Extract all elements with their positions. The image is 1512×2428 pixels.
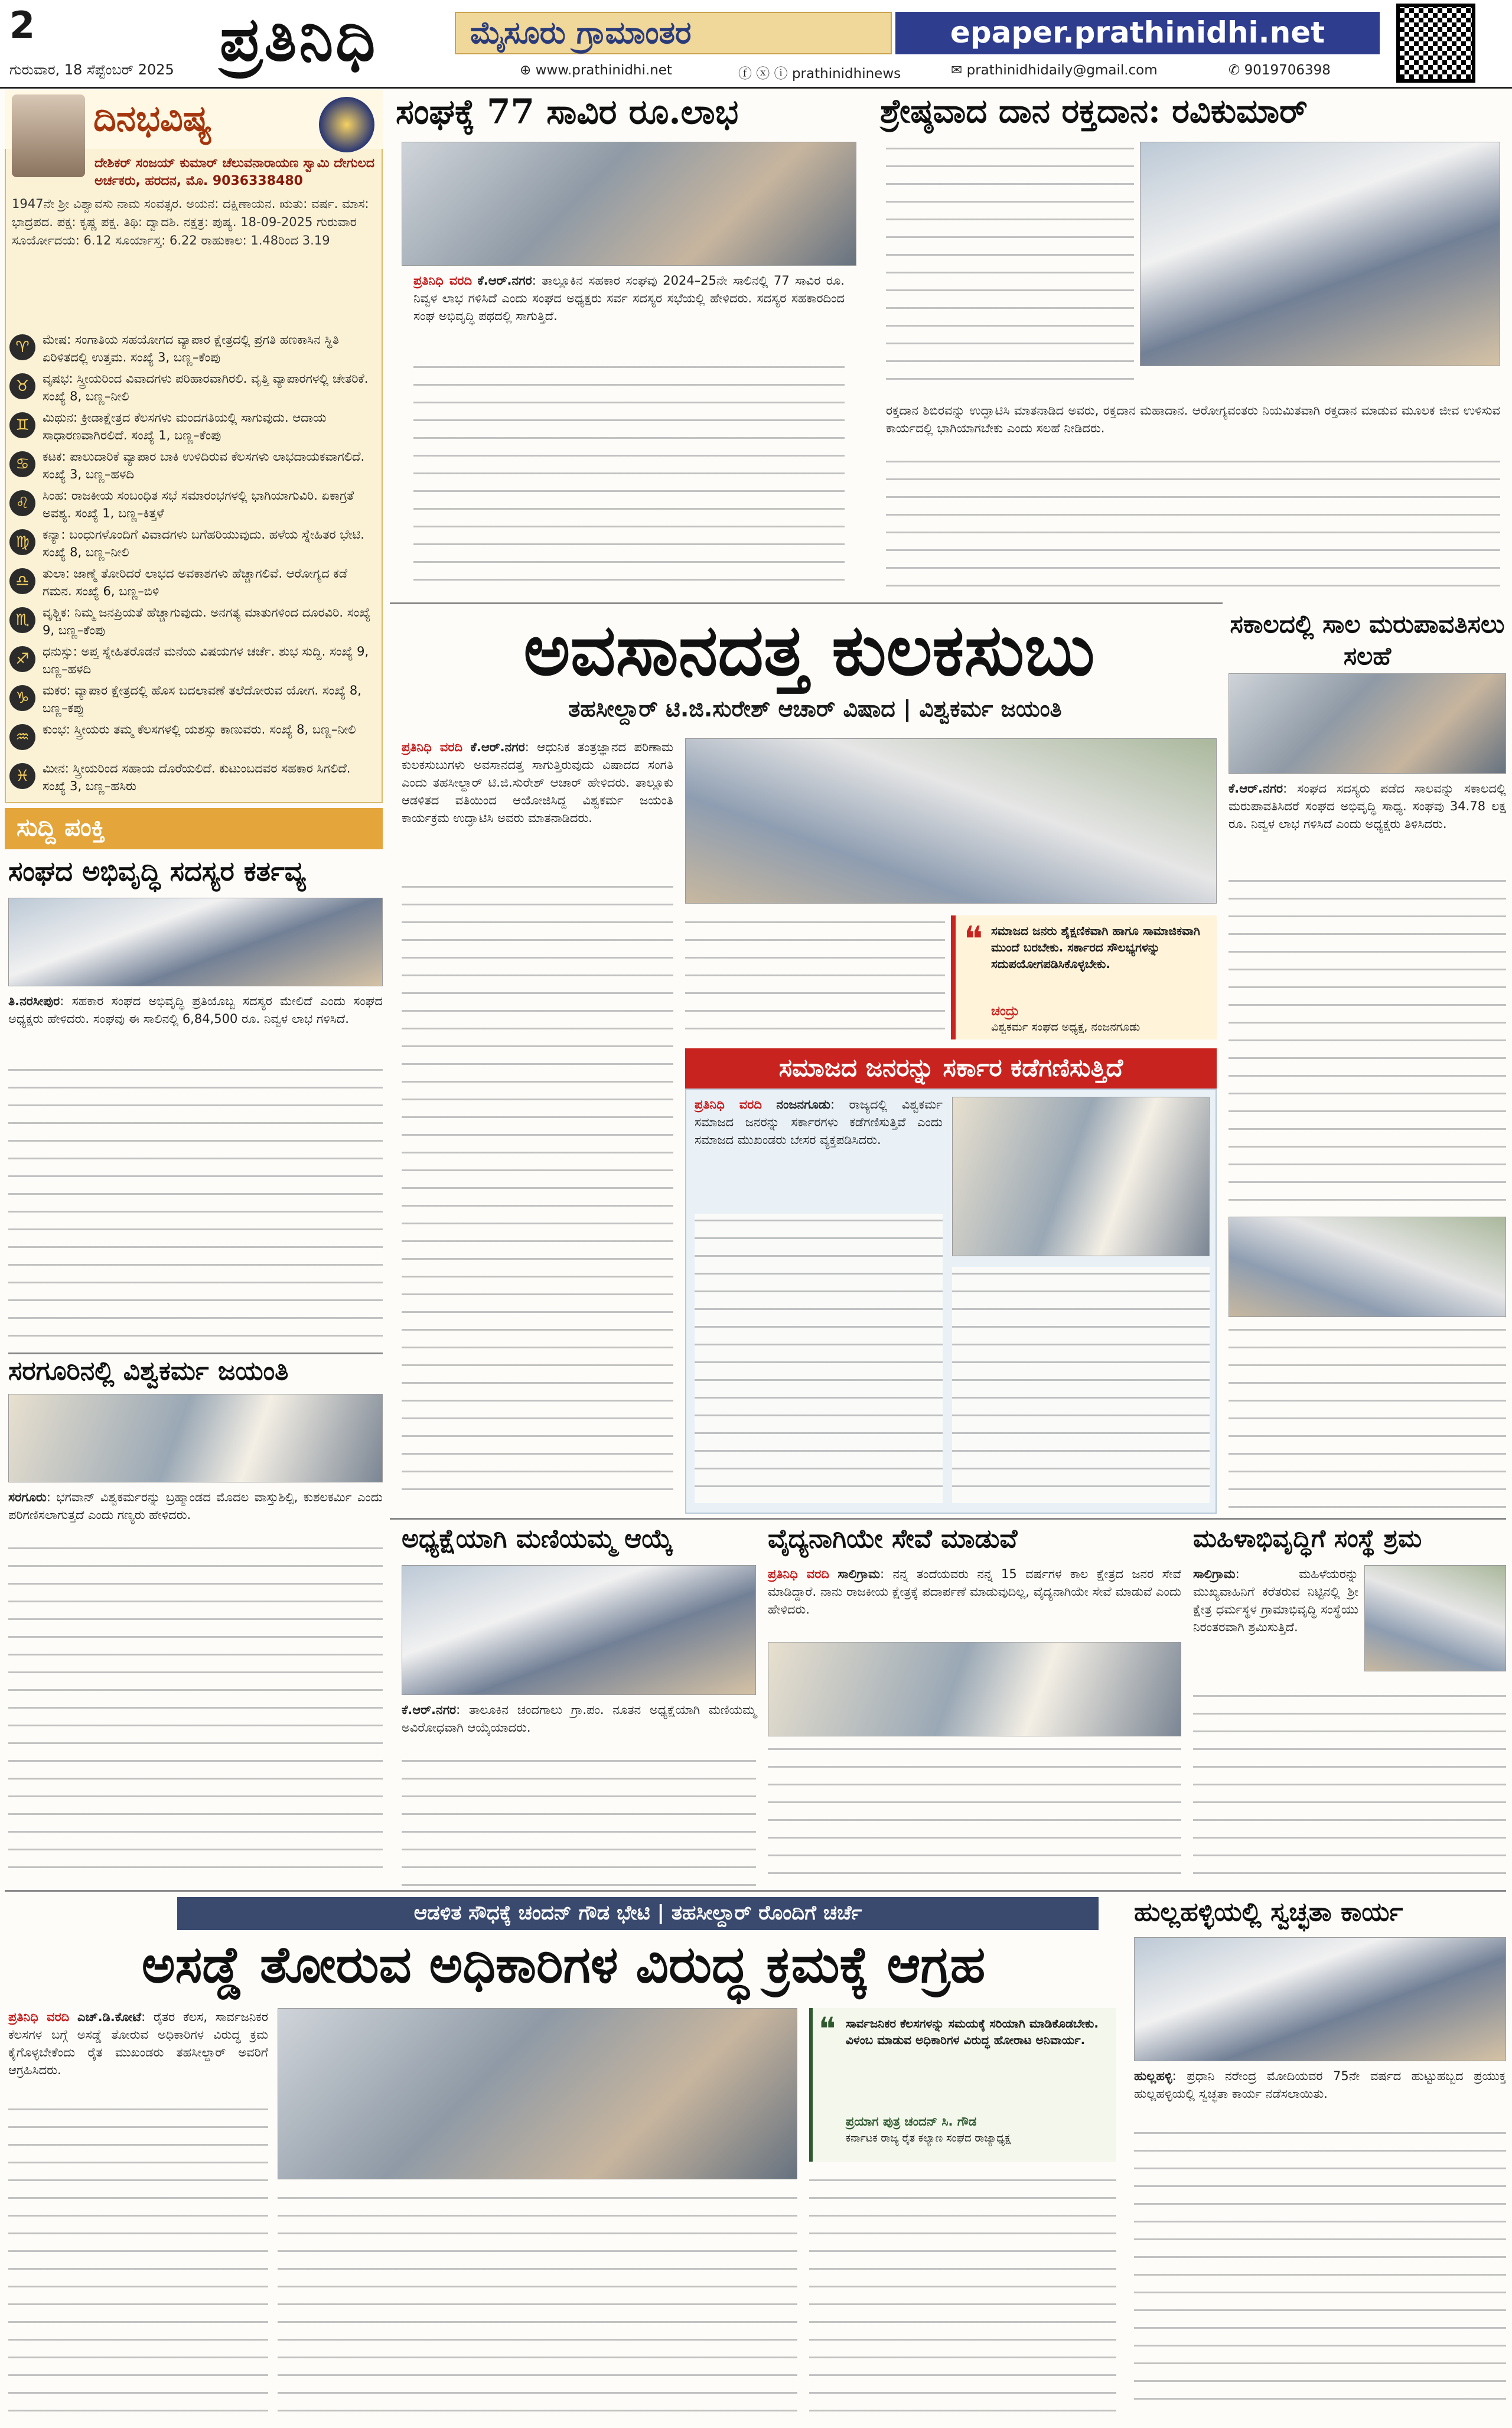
hullahalli-place: ಹುಲ್ಲಹಳ್ಳಿ bbox=[1134, 2069, 1172, 2083]
zodiac-sign-icon: ♏ bbox=[9, 607, 35, 633]
vaidya-headline[interactable]: ವೈದ್ಯನಾಗಿಯೇ ಸೇವೆ ಮಾಡುವೆ bbox=[768, 1524, 1018, 1554]
samajada-photo bbox=[952, 1097, 1210, 1256]
suddi-pankti-band bbox=[5, 808, 383, 849]
lead-quote-by: ಚಂದ್ರು bbox=[991, 1004, 1019, 1019]
lead-body: ಪ್ರತಿನಿಧಿ ವರದಿ ಕೆ.ಆರ್.ನಗರ: ಆಧುನಿಕ ತಂತ್ರಜ್ಞಾನದ ಪರಿಣಾಮ ಕುಲಕಸುಬುಗಳು ಅವಸಾನದತ್ತ ಸಾಗುತ್ತಿರುವುದು ವಿಷಾದದ ಸಂಗತಿ ಎಂದು ತಹಸೀಲ್ದಾರ್ ಟಿ.ಜಿ.ಸುರೇಶ್ ಆಚಾರ್ ಹೇಳಿದರು. ತಾಲ್ಲೂಕು ಆಡಳಿತದ ವತಿಯಿಂದ ಆಯೋಜಿಸಿದ್ದ ವಿಶ್ವಕರ್ಮ ಜಯಂತಿ ಕಾರ್ಯಕ್ರಮ ಉದ್ಘಾಟಿಸಿ ಅವರು ಮಾತನಾಡಿದರು. bbox=[402, 740, 673, 825]
manniyamma-photo bbox=[402, 1565, 756, 1695]
mahila-continuation bbox=[1193, 1689, 1506, 1890]
quote-mark-icon: ❝ bbox=[819, 2010, 836, 2048]
rashi-row bbox=[9, 448, 378, 487]
zodiac-sign-icon: ♒ bbox=[9, 724, 35, 750]
sala-maru-headline[interactable]: ಸಕಾಲದಲ್ಲಿ ಸಾಲ ಮರುಪಾವತಿಸಲು ಸಲಹೆ bbox=[1230, 610, 1505, 670]
zodiac-sign-icon: ♍ bbox=[9, 529, 35, 555]
mahila-place: ಸಾಲಿಗ್ರಾಮ bbox=[1193, 1567, 1236, 1581]
asaddhe-kicker-a: ಆಡಳಿತ ಸೌಧಕ್ಕೆ ಚಂದನ್ ಗೌಡ ಭೇಟಿ bbox=[413, 1901, 650, 1925]
social-text: prathinidhinews bbox=[791, 66, 901, 82]
sangha-77-body: ಪ್ರತಿನಿಧಿ ವರದಿ ಕೆ.ಆರ್.ನಗರ: ತಾಲ್ಲೂಕಿನ ಸಹಕಾರ ಸಂಘವು 2024–25ನೇ ಸಾಲಿನಲ್ಲಿ 77 ಸಾವಿರ ರೂ. ನಿವ್ವಳ ಲಾಭ ಗಳಿಸಿದೆ ಎಂದು ಸಂಘದ ಅಧ್ಯಕ್ಷರು ಸರ್ವ ಸದಸ್ಯರ ಸಭೆಯಲ್ಲಿ ಹೇಳಿದರು. ಸದಸ್ಯರ ಸಹಕಾರದಿಂದ ಸಂಘ ಅಭಿವೃದ್ಧಿ ಪಥದಲ್ಲಿ ಸಾಗುತ್ತಿದೆ. bbox=[413, 273, 845, 323]
email-text: prathinidhidaily@gmail.com bbox=[966, 63, 1158, 78]
rashi-prediction: ವೃಶ್ಚಿಕ: ನಿಮ್ಮ ಜನಪ್ರಿಯತೆ ಹೆಚ್ಚಾಗುವುದು. ಅನಗತ್ಯ ಮಾತುಗಳಿಂದ ದೂರವಿರಿ. ಸಂಖ್ಯೆ 9, ಬಣ್ಣ–ಕೆಂಪು bbox=[43, 605, 371, 637]
sala-maru-text: ಸಂಘದ ಸದಸ್ಯರು ಪಡೆದ ಸಾಲವನ್ನು ಸಕಾಲದಲ್ಲಿ ಮರುಪಾವತಿಸಿದರೆ ಸಂಘದ ಅಭಿವೃದ್ಧಿ ಸಾಧ್ಯ. ಸಂಘವು 34.78 ಲಕ್ಷ ರೂ. ನಿವ್ವಳ ಲಾಭ ಗಳಿಸಿದೆ ಎಂದು ಅಧ್ಯಕ್ಷರು ತಿಳಿಸಿದರು. bbox=[1228, 781, 1506, 831]
vaidya-continuation bbox=[768, 1742, 1181, 1890]
hullahalli-headline[interactable]: ಹುಲ್ಲಹಳ್ಳಿಯಲ್ಲಿ ಸ್ವಚ್ಛತಾ ಕಾರ್ಯ bbox=[1134, 1897, 1403, 1927]
sangha-77-continuation bbox=[413, 360, 845, 597]
asaddhe-column-b bbox=[278, 2191, 797, 2416]
lead-top-rule bbox=[390, 602, 1223, 604]
sangha-77-headline[interactable]: ಸಂಘಕ್ಕೆ 77 ಸಾವಿರ ರೂ.ಲಾಭ bbox=[396, 92, 739, 132]
sarguru-photo bbox=[8, 1394, 383, 1482]
vaidya-place: ಸಾಲಿಗ್ರಾಮ bbox=[838, 1567, 880, 1581]
zodiac-sign-icon: ♈ bbox=[9, 334, 35, 360]
asaddhe-quote-role: ಕರ್ನಾಟಕ ರಾಜ್ಯ ರೈತ ಕಲ್ಯಾಣ ಸಂಘದ ರಾಜ್ಯಾಧ್ಯಕ್ಷ bbox=[846, 2132, 1011, 2145]
sangha-77-text: ತಾಲ್ಲೂಕಿನ ಸಹಕಾರ ಸಂಘವು 2024–25ನೇ ಸಾಲಿನಲ್ಲಿ 77 ಸಾವಿರ ರೂ. ನಿವ್ವಳ ಲಾಭ ಗಳಿಸಿದೆ ಎಂದು ಸಂಘದ ಅಧ್ಯಕ್ಷರು ಸರ್ವ ಸದಸ್ಯರ ಸಭೆಯಲ್ಲಿ ಹೇಳಿದರು. ಸದಸ್ಯರ ಸಹಕಾರದಿಂದ ಸಂಘ ಅಭಿವೃದ್ಧಿ ಪಥದಲ್ಲಿ ಸಾಗುತ್ತಿದೆ. bbox=[413, 273, 845, 323]
bottom-row-rule bbox=[5, 1890, 1506, 1892]
abhivruddhi-photo bbox=[8, 898, 383, 986]
asaddhe-byline: ಪ್ರತಿನಿಧಿ ವರದಿ bbox=[8, 2010, 70, 2024]
rashi-row bbox=[9, 682, 378, 721]
zodiac-sign-icon: ♉ bbox=[9, 373, 35, 399]
lead-column-a bbox=[402, 880, 673, 1506]
page-number: 2 bbox=[9, 4, 35, 47]
asaddhe-headline[interactable]: ಅಸಡ್ಡೆ ತೋರುವ ಅಧಿಕಾರಿಗಳ ವಿರುದ್ಧ ಕ್ರಮಕ್ಕೆ ಆಗ್ರಹ bbox=[141, 1935, 986, 1994]
manniyamma-headline[interactable]: ಅಧ್ಯಕ್ಷೆಯಾಗಿ ಮಣಿಯಮ್ಮ ಆಯ್ಕೆ bbox=[402, 1524, 673, 1554]
hullahalli-continuation bbox=[1134, 2126, 1506, 2416]
raktadana-body: ರಕ್ತದಾನ ಶಿಬಿರವನ್ನು ಉದ್ಘಾಟಿಸಿ ಮಾತನಾಡಿದ ಅವರು, ರಕ್ತದಾನ ಮಹಾದಾನ. ಆರೋಗ್ಯವಂತರು ನಿಯಮಿತವಾಗಿ ರಕ್ತದಾನ ಮಾಡುವ ಮೂಲಕ ಜೀವ ಉಳಿಸುವ ಕಾರ್ಯದಲ್ಲಿ ಭಾಗಿಯಾಗಬೇಕು ಎಂದು ಸಲಹೆ ನೀಡಿದರು. bbox=[886, 403, 1500, 435]
manniyamma-continuation bbox=[402, 1754, 756, 1890]
zodiac-sign-icon: ♎ bbox=[9, 568, 35, 594]
rashi-row bbox=[9, 721, 378, 760]
asaddhe-quote-by: ಪ್ರಯಾಗ ಪುತ್ರ ಚಂದನ್ ಸಿ. ಗೌಡ bbox=[846, 2114, 977, 2129]
rashi-row bbox=[9, 409, 378, 448]
rashi-row bbox=[9, 487, 378, 526]
zodiac-sign-icon: ♌ bbox=[9, 490, 35, 516]
asaddhe-column-c bbox=[809, 2173, 1116, 2416]
mahila-photo bbox=[1364, 1565, 1506, 1671]
asaddhe-photo bbox=[278, 2008, 797, 2179]
rashi-row bbox=[9, 331, 378, 370]
sangha-77-place: ಕೆ.ಆರ್.ನಗರ bbox=[477, 273, 532, 288]
zodiac-sign-icon: ♑ bbox=[9, 685, 35, 711]
lead-byline: ಪ್ರತಿನಿಧಿ ವರದಿ bbox=[402, 740, 463, 754]
horoscope-title: ದಿನಭವಿಷ್ಯ bbox=[93, 98, 212, 139]
second-society-photo bbox=[1228, 1217, 1506, 1317]
sarguru-continuation bbox=[8, 1541, 383, 1878]
vaidya-text: ನನ್ನ ತಂದೆಯವರು ನನ್ನ 15 ವರ್ಷಗಳ ಕಾಲ ಕ್ಷೇತ್ರದ ಜನರ ಸೇವೆ ಮಾಡಿದ್ದಾರೆ. ನಾನು ರಾಜಕೀಯ ಕ್ಷೇತ್ರಕ್ಕೆ ಪದಾರ್ಪಣೆ ಮಾಡುವುದಿಲ್ಲ, ವೈದ್ಯನಾಗಿಯೇ ಸೇವೆ ಮಾಡುವೆ ಎಂದು ಹೇಳಿದರು. bbox=[768, 1567, 1181, 1617]
vaidya-byline: ಪ್ರತಿನಿಧಿ ವರದಿ bbox=[768, 1567, 829, 1581]
rashi-row bbox=[9, 526, 378, 565]
mahila-body: ಸಾಲಿಗ್ರಾಮ: ಮಹಿಳೆಯರನ್ನು ಮುಖ್ಯವಾಹಿನಿಗೆ ಕರೆತರುವ ನಿಟ್ಟಿನಲ್ಲಿ ಶ್ರೀ ಕ್ಷೇತ್ರ ಧರ್ಮಸ್ಥಳ ಗ್ರಾಮಾಭಿವೃದ್ಧಿ ಸಂಸ್ಥೆಯು ನಿರಂತರವಾಗಿ ಶ್ರಮಿಸುತ್ತಿದೆ. bbox=[1193, 1567, 1358, 1634]
second-society-text bbox=[1228, 1323, 1506, 1512]
lead-quote-role: ವಿಶ್ವಕರ್ಮ ಸಂಘದ ಅಧ್ಯಕ್ಷ, ನಂಜನಗೂಡು bbox=[991, 1021, 1140, 1034]
lead-subhead-text: ತಹಸೀಲ್ದಾರ್ ಟಿ.ಜಿ.ಸುರೇಶ್ ಆಚಾರ್ ವಿಷಾದ bbox=[568, 696, 895, 722]
astrologer-credit: ದೇಶಿಕರ್ ಸಂಜಯ್ ಕುಮಾರ್ ಚೆಲುವನಾರಾಯಣ ಸ್ವಾಮಿ ದೇಗುಲದ ಅರ್ಚಕರು, ಹರದನ, ಮೊ. 9036338480 bbox=[94, 156, 375, 188]
dateline: ಗುರುವಾರ, 18 ಸೆಪ್ಟೆಂಬರ್ 2025 bbox=[9, 61, 174, 78]
raktadana-photo bbox=[1140, 142, 1500, 366]
rashi-prediction: ಮೀನ: ಸ್ತ್ರೀಯರಿಂದ ಸಹಾಯ ದೊರೆಯಲಿದೆ. ಕುಟುಂಬದವರ ಸಹಕಾರ ಸಿಗಲಿದೆ. ಸಂಖ್ಯೆ 3, ಬಣ್ಣ–ಹಸಿರು bbox=[43, 761, 351, 793]
middle-row-rule bbox=[390, 1518, 1506, 1520]
hullahalli-body: ಹುಲ್ಲಹಳ್ಳಿ: ಪ್ರಧಾನಿ ನರೇಂದ್ರ ಮೋದಿಯವರ 75ನೇ ವರ್ಷದ ಹುಟ್ಟುಹಬ್ಬದ ಪ್ರಯುಕ್ತ ಹುಲ್ಲಹಳ್ಳಿಯಲ್ಲಿ ಸ್ವಚ್ಛತಾ ಕಾರ್ಯ ನಡೆಸಲಾಯಿತು. bbox=[1134, 2069, 1506, 2101]
asaddhe-kicker: ಆಡಳಿತ ಸೌಧಕ್ಕೆ ಚಂದನ್ ಗೌಡ ಭೇಟಿ | ತಹಸೀಲ್ದಾರ್ ರೊಂದಿಗೆ ಚರ್ಚೆ bbox=[177, 1897, 1099, 1930]
samajada-byline: ಪ್ರತಿನಿಧಿ ವರದಿ bbox=[695, 1097, 762, 1112]
sarguru-headline[interactable]: ಸರಗೂರಿನಲ್ಲಿ ವಿಶ್ವಕರ್ಮ ಜಯಂತಿ bbox=[8, 1356, 289, 1386]
manniyamma-text: ತಾಲೂಕಿನ ಚಂದಗಾಲು ಗ್ರಾ.ಪಂ. ನೂತನ ಅಧ್ಯಕ್ಷೆಯಾಗಿ ಮಣಿಯಮ್ಮ ಅವಿರೋಧವಾಗಿ ಆಯ್ಕೆಯಾದರು. bbox=[402, 1703, 756, 1735]
samajada-column-b bbox=[952, 1267, 1210, 1503]
lead-tag: ವಿಶ್ವಕರ್ಮ ಜಯಂತಿ bbox=[919, 696, 1062, 722]
asaddhe-kicker-b: ತಹಸೀಲ್ದಾರ್ ರೊಂದಿಗೆ ಚರ್ಚೆ bbox=[671, 1901, 862, 1925]
rashi-prediction: ಸಿಂಹ: ರಾಜಕೀಯ ಸಂಬಂಧಿತ ಸಭೆ ಸಮಾರಂಭಗಳಲ್ಲಿ ಭಾಗಿಯಾಗುವಿರಿ. ಏಕಾಗ್ರತೆ ಅವಶ್ಯ. ಸಂಖ್ಯೆ 1, ಬಣ್ಣ–ಕಿತ್ತಳೆ bbox=[43, 488, 354, 520]
raktadana-column-a bbox=[886, 142, 1134, 390]
abhivruddhi-text: ಸಹಕಾರ ಸಂಘದ ಅಭಿವೃದ್ಧಿ ಪ್ರತಿಯೊಬ್ಬ ಸದಸ್ಯರ ಮೇಲಿದೆ ಎಂದು ಸಂಘದ ಅಧ್ಯಕ್ಷರು ಹೇಳಿದರು. ಸಂಘವು ಈ ಸಾಲಿನಲ್ಲಿ 6,84,500 ರೂ. ನಿವ್ವಳ ಲಾಭ ಗಳಿಸಿದೆ. bbox=[8, 994, 383, 1026]
rashi-prediction: ಮಿಥುನ: ಕ್ರೀಡಾಕ್ಷೇತ್ರದ ಕೆಲಸಗಳು ಮಂದಗತಿಯಲ್ಲಿ ಸಾಗುವುದು. ಆದಾಯ ಸಾಧಾರಣವಾಗಿರಲಿದೆ. ಸಂಖ್ಯೆ 1, ಬಣ್ಣ–ಕೆಂಪು bbox=[43, 410, 327, 442]
suddi-pankti-label: ಸುದ್ದಿ ಪಂಕ್ತಿ bbox=[17, 813, 105, 842]
sarguru-body: ಸರಗೂರು: ಭಗವಾನ್ ವಿಶ್ವಕರ್ಮರನ್ನು ಬ್ರಹ್ಮಾಂಡದ ಮೊದಲ ವಾಸ್ತುಶಿಲ್ಪಿ, ಕುಶಲಕರ್ಮಿ ಎಂದು ಪರಿಗಣಿಸಲಾಗುತ್ತದೆ ಎಂದು ಗಣ್ಯರು ಹೇಳಿದರು. bbox=[8, 1490, 383, 1522]
asaddhe-quote-text: ಸಾರ್ವಜನಿಕರ ಕೆಲಸಗಳನ್ನು ಸಮಯಕ್ಕೆ ಸರಿಯಾಗಿ ಮಾಡಿಕೊಡಬೇಕು. ವಿಳಂಬ ಮಾಡುವ ಅಧಿಕಾರಿಗಳ ವಿರುದ್ಧ ಹೋರಾಟ ಅನಿವಾರ್ಯ. bbox=[846, 2016, 1099, 2047]
social-handle[interactable]: ⓕ ⓧ ⓘ prathinidhinews bbox=[738, 66, 901, 82]
raktadana-headline[interactable]: ಶ್ರೇಷ್ಠವಾದ ದಾನ ರಕ್ತದಾನ: ರವಿಕುಮಾರ್ bbox=[880, 92, 1308, 131]
sangha-77-photo bbox=[402, 142, 856, 266]
asaddhe-body: ಪ್ರತಿನಿಧಿ ವರದಿ ಎಚ್.ಡಿ.ಕೋಟೆ: ರೈತರ ಕೆಲಸ, ಸಾರ್ವಜನಿಕರ ಕೆಲಸಗಳ ಬಗ್ಗೆ ಅಸಡ್ಡೆ ತೋರುವ ಅಧಿಕಾರಿಗಳ ವಿರುದ್ಧ ಕ್ರಮ ಕೈಗೊಳ್ಳಬೇಕೆಂದು ರೈತ ಮುಖಂಡರು ತಹಸೀಲ್ದಾರ್ ಅವರಿಗೆ ಆಗ್ರಹಿಸಿದರು. bbox=[8, 2010, 268, 2077]
rashi-row bbox=[9, 565, 378, 604]
asaddhe-column-a bbox=[8, 2103, 268, 2416]
rashi-prediction: ಕನ್ಯಾ: ಬಂಧುಗಳೊಂದಿಗೆ ವಿವಾದಗಳು ಬಗೆಹರಿಯುವುದು. ಹಳೆಯ ಸ್ನೇಹಿತರ ಭೇಟಿ. ಸಂಖ್ಯೆ 8, ಬಣ್ಣ–ನೀಲಿ bbox=[43, 527, 364, 559]
panchanga-details: 1947ನೇ ಶ್ರೀ ವಿಶ್ವಾವಸು ನಾಮ ಸಂವತ್ಸರ. ಅಯನ: ದಕ್ಷಿಣಾಯನ. ಋತು: ವರ್ಷ. ಮಾಸ: ಭಾದ್ರಪದ. ಪಕ್ಷ: ಕೃಷ್ಣ ಪಕ್ಷ. ತಿಥಿ: ದ್ವಾದಶಿ. ನಕ್ಷತ್ರ: ಪುಷ್ಯ. 18-09-2025 ಗುರುವಾರ ಸೂರ್ಯೋದಯ: 6.12 ಸೂರ್ಯಾಸ್ತ: 6.22 ರಾಹುಕಾಲ: 1.48ರಿಂದ 3.19 bbox=[12, 197, 369, 247]
mahila-headline[interactable]: ಮಹಿಳಾಭಿವೃದ್ಧಿಗೆ ಸಂಸ್ಥೆ ಶ್ರಮ bbox=[1193, 1524, 1422, 1553]
sarguru-place: ಸರಗೂರು bbox=[8, 1490, 47, 1504]
asaddhe-text: ರೈತರ ಕೆಲಸ, ಸಾರ್ವಜನಿಕರ ಕೆಲಸಗಳ ಬಗ್ಗೆ ಅಸಡ್ಡೆ ತೋರುವ ಅಧಿಕಾರಿಗಳ ವಿರುದ್ಧ ಕ್ರಮ ಕೈಗೊಳ್ಳಬೇಕೆಂದು ರೈತ ಮುಖಂಡರು ತಹಸೀಲ್ದಾರ್ ಅವರಿಗೆ ಆಗ್ರಹಿಸಿದರು. bbox=[8, 2010, 268, 2077]
website-link[interactable]: ⊕ www.prathinidhi.net bbox=[520, 63, 672, 78]
samajada-text: ರಾಜ್ಯದಲ್ಲಿ ವಿಶ್ವಕರ್ಮ ಸಮಾಜದ ಜನರನ್ನು ಸರ್ಕಾರಗಳು ಕಡೆಗಣಿಸುತ್ತಿವೆ ಎಂದು ಸಮಾಜದ ಮುಖಂಡರು ಬೇಸರ ವ್ಯಕ್ತಪಡಿಸಿದರು. bbox=[695, 1097, 943, 1147]
astrologer-photo bbox=[12, 94, 85, 177]
vaidya-photo bbox=[768, 1642, 1181, 1736]
lead-headline[interactable]: ಅವಸಾನದತ್ತ ಕುಲಕಸುಬು bbox=[523, 608, 1095, 692]
zodiac-sign-icon: ♓ bbox=[9, 763, 35, 789]
sala-maru-photo bbox=[1228, 673, 1506, 774]
rashi-row bbox=[9, 643, 378, 682]
abhivruddhi-headline[interactable]: ಸಂಘದ ಅಭಿವೃದ್ಧಿ ಸದಸ್ಯರ ಕರ್ತವ್ಯ bbox=[8, 855, 306, 887]
lead-subhead: ತಹಸೀಲ್ದಾರ್ ಟಿ.ಜಿ.ಸುರೇಶ್ ಆಚಾರ್ ವಿಷಾದ | ವಿಶ್ವಕರ್ಮ ಜಯಂತಿ bbox=[568, 696, 1062, 722]
sala-maru-place: ಕೆ.ಆರ್.ನಗರ bbox=[1228, 781, 1283, 796]
lead-quote-box bbox=[951, 915, 1217, 1039]
hullahalli-text: ಪ್ರಧಾನಿ ನರೇಂದ್ರ ಮೋದಿಯವರ 75ನೇ ವರ್ಷದ ಹುಟ್ಟುಹಬ್ಬದ ಪ್ರಯುಕ್ತ ಹುಲ್ಲಹಳ್ಳಿಯಲ್ಲಿ ಸ್ವಚ್ಛತಾ ಕಾರ್ಯ ನಡೆಸಲಾಯಿತು. bbox=[1134, 2069, 1506, 2101]
zodiac-sign-icon: ♋ bbox=[9, 451, 35, 477]
raktadana-continuation bbox=[886, 455, 1500, 597]
samajada-column-a bbox=[695, 1214, 943, 1503]
asaddhe-place: ಎಚ್.ಡಿ.ಕೋಟೆ bbox=[77, 2010, 142, 2024]
abhivruddhi-continuation bbox=[8, 1063, 383, 1352]
mahila-text: ಮಹಿಳೆಯರನ್ನು ಮುಖ್ಯವಾಹಿನಿಗೆ ಕರೆತರುವ ನಿಟ್ಟಿನಲ್ಲಿ ಶ್ರೀ ಕ್ಷೇತ್ರ ಧರ್ಮಸ್ಥಳ ಗ್ರಾಮಾಭಿವೃದ್ಧಿ ಸಂಸ್ಥೆಯು ನಿರಂತರವಾಗಿ ಶ್ರಮಿಸುತ್ತಿದೆ. bbox=[1193, 1567, 1358, 1634]
email-link[interactable]: ✉ prathinidhidaily@gmail.com bbox=[951, 63, 1158, 78]
lead-column-b bbox=[685, 915, 945, 1039]
hullahalli-photo bbox=[1134, 1937, 1506, 2061]
rashi-prediction: ಮಕರ: ವ್ಯಾಪಾರ ಕ್ಷೇತ್ರದಲ್ಲಿ ಹೊಸ ಬದಲಾವಣೆ ತಲೆದೋರುವ ಯೋಗ. ಸಂಖ್ಯೆ 8, ಬಣ್ಣ–ಕಪ್ಪು bbox=[43, 683, 361, 715]
samajada-place: ನಂಜನಗೂಡು bbox=[776, 1097, 830, 1112]
samajada-body: ಪ್ರತಿನಿಧಿ ವರದಿ ನಂಜನಗೂಡು: ರಾಜ್ಯದಲ್ಲಿ ವಿಶ್ವಕರ್ಮ ಸಮಾಜದ ಜನರನ್ನು ಸರ್ಕಾರಗಳು ಕಡೆಗಣಿಸುತ್ತಿವೆ ಎಂದು ಸಮಾಜದ ಮುಖಂಡರು ಬೇಸರ ವ್ಯಕ್ತಪಡಿಸಿದರು. bbox=[695, 1097, 943, 1147]
sala-maru-continuation bbox=[1228, 874, 1506, 1211]
quote-mark-icon: ❝ bbox=[964, 919, 983, 960]
rashi-prediction: ಮೇಷ: ಸಂಗಾತಿಯ ಸಹಯೋಗದ ವ್ಯಾಪಾರ ಕ್ಷೇತ್ರದಲ್ಲಿ ಪ್ರಗತಿ ಹಣಕಾಸಿನ ಸ್ಥಿತಿ ಏರಿಳಿತದಲ್ಲಿ ಉತ್ತಮ. ಸಂಖ್ಯೆ 3, ಬಣ್ಣ–ಕೆಂಪು bbox=[43, 333, 339, 364]
rashi-row bbox=[9, 760, 378, 799]
zodiac-sign-icon: ♊ bbox=[9, 412, 35, 438]
astrology-emblem-icon bbox=[319, 97, 374, 152]
website-text: www.prathinidhi.net bbox=[535, 63, 672, 78]
qr-code-icon[interactable] bbox=[1396, 4, 1475, 83]
zodiac-sign-icon: ♐ bbox=[9, 646, 35, 672]
sarguru-text: ಭಗವಾನ್ ವಿಶ್ವಕರ್ಮರನ್ನು ಬ್ರಹ್ಮಾಂಡದ ಮೊದಲ ವಾಸ್ತುಶಿಲ್ಪಿ, ಕುಶಲಕರ್ಮಿ ಎಂದು ಪರಿಗಣಿಸಲಾಗುತ್ತದೆ ಎಂದು ಗಣ್ಯರು ಹೇಳಿದರು. bbox=[8, 1490, 383, 1522]
epaper-url[interactable]: epaper.prathinidhi.net bbox=[895, 12, 1380, 54]
rashi-prediction: ಕುಂಭ: ಸ್ತ್ರೀಯರು ತಮ್ಮ ಕೆಲಸಗಳಲ್ಲಿ ಯಶಸ್ಸು ಕಾಣುವರು. ಸಂಖ್ಯೆ 8, ಬಣ್ಣ–ನೀಲಿ bbox=[43, 722, 356, 736]
lead-photo bbox=[685, 738, 1217, 904]
sangha-77-byline: ಪ್ರತಿನಿಧಿ ವರದಿ bbox=[413, 273, 472, 288]
rashi-prediction: ವೃಷಭ: ಸ್ತ್ರೀಯರಿಂದ ವಿವಾದಗಳು ಪರಿಹಾರವಾಗಿರಲಿ. ವೃತ್ತಿ ವ್ಯಾಪಾರಗಳಲ್ಲಿ ಚೇತರಿಕೆ. ಸಂಖ್ಯೆ 8, ಬಣ್ಣ–ನೀಲಿ bbox=[43, 371, 369, 403]
rashi-prediction: ಧನುಸ್ಸು: ಅಪ್ತ ಸ್ನೇಹಿತರೊಡನೆ ಮನೆಯ ವಿಷಯಗಳ ಚರ್ಚೆ. ಶುಭ ಸುದ್ದಿ. ಸಂಖ್ಯೆ 9, ಬಣ್ಣ–ಹಳದಿ bbox=[43, 644, 369, 676]
newspaper-title: ಪ್ರತಿನಿಧಿ bbox=[220, 2, 378, 75]
rashi-row bbox=[9, 370, 378, 409]
lead-text: ಆಧುನಿಕ ತಂತ್ರಜ್ಞಾನದ ಪರಿಣಾಮ ಕುಲಕಸುಬುಗಳು ಅವಸಾನದತ್ತ ಸಾಗುತ್ತಿರುವುದು ವಿಷಾದದ ಸಂಗತಿ ಎಂದು ತಹಸೀಲ್ದಾರ್ ಟಿ.ಜಿ.ಸುರೇಶ್ ಆಚಾರ್ ಹೇಳಿದರು. ತಾಲ್ಲೂಕು ಆಡಳಿತದ ವತಿಯಿಂದ ಆಯೋಜಿಸಿದ್ದ ವಿಶ್ವಕರ್ಮ ಜಯಂತಿ ಕಾರ್ಯಕ್ರಮ ಉದ್ಘಾಟಿಸಿ ಅವರು ಮಾತನಾಡಿದರು. bbox=[402, 740, 673, 825]
rashi-row bbox=[9, 604, 378, 643]
samajada-headline[interactable]: ಸಮಾಜದ ಜನರನ್ನು ಸರ್ಕಾರ ಕಡೆಗಣಿಸುತ್ತಿದೆ bbox=[685, 1048, 1217, 1088]
samajada-panel bbox=[685, 1088, 1217, 1514]
abhivruddhi-body: ತಿ.ನರಸೀಪುರ: ಸಹಕಾರ ಸಂಘದ ಅಭಿವೃದ್ಧಿ ಪ್ರತಿಯೊಬ್ಬ ಸದಸ್ಯರ ಮೇಲಿದೆ ಎಂದು ಸಂಘದ ಅಧ್ಯಕ್ಷರು ಹೇಳಿದರು. ಸಂಘವು ಈ ಸಾಲಿನಲ್ಲಿ 6,84,500 ರೂ. ನಿವ್ವಳ ಲಾಭ ಗಳಿಸಿದೆ. bbox=[8, 994, 383, 1026]
column-divider bbox=[8, 1352, 383, 1354]
manniyamma-place: ಕೆ.ಆರ್.ನಗರ bbox=[402, 1703, 457, 1717]
rashi-prediction: ಕಟಕ: ಪಾಲುದಾರಿಕೆ ವ್ಯಾಪಾರ ಬಾಕಿ ಉಳಿದಿರುವ ಕೆಲಸಗಳು ಲಾಭದಾಯಕವಾಗಲಿದೆ. ಸಂಖ್ಯೆ 3, ಬಣ್ಣ–ಹಳದಿ bbox=[43, 449, 365, 481]
rashi-prediction: ತುಲಾ: ಜಾಣ್ಮೆ ತೋರಿದರೆ ಲಾಭದ ಅವಕಾಶಗಳು ಹೆಚ್ಚಾಗಲಿವೆ. ಆರೋಗ್ಯದ ಕಡೆ ಗಮನ. ಸಂಖ್ಯೆ 6, ಬಣ್ಣ–ಬಿಳಿ bbox=[43, 566, 348, 598]
lead-place: ಕೆ.ಆರ್.ನಗರ bbox=[470, 740, 525, 754]
phone-number: ✆ 9019706398 bbox=[1228, 63, 1331, 78]
lead-quote-text: ಸಮಾಜದ ಜನರು ಶೈಕ್ಷಣಿಕವಾಗಿ ಹಾಗೂ ಸಾಮಾಜಿಕವಾಗಿ ಮುಂದೆ ಬರಬೇಕು. ಸರ್ಕಾರದ ಸೌಲಭ್ಯಗಳನ್ನು ಸದುಪಯೋಗಪಡಿಸಿಕೊಳ್ಳಬೇಕು. bbox=[991, 924, 1200, 971]
manniyamma-body: ಕೆ.ಆರ್.ನಗರ: ತಾಲೂಕಿನ ಚಂದಗಾಲು ಗ್ರಾ.ಪಂ. ನೂತನ ಅಧ್ಯಕ್ಷೆಯಾಗಿ ಮಣಿಯಮ್ಮ ಅವಿರೋಧವಾಗಿ ಆಯ್ಕೆಯಾದರು. bbox=[402, 1703, 756, 1735]
sala-maru-body: ಕೆ.ಆರ್.ನಗರ: ಸಂಘದ ಸದಸ್ಯರು ಪಡೆದ ಸಾಲವನ್ನು ಸಕಾಲದಲ್ಲಿ ಮರುಪಾವತಿಸಿದರೆ ಸಂಘದ ಅಭಿವೃದ್ಧಿ ಸಾಧ್ಯ. ಸಂಘವು 34.78 ಲಕ್ಷ ರೂ. ನಿವ್ವಳ ಲಾಭ ಗಳಿಸಿದೆ ಎಂದು ಅಧ್ಯಕ್ಷರು ತಿಳಿಸಿದರು. bbox=[1228, 781, 1506, 831]
abhivruddhi-place: ತಿ.ನರಸೀಪುರ bbox=[8, 994, 60, 1008]
asaddhe-quote-box bbox=[809, 2008, 1116, 2162]
edition-label: ಮೈಸೂರು ಗ್ರಾಮಾಂತರ bbox=[455, 12, 892, 54]
phone-text: 9019706398 bbox=[1244, 63, 1331, 78]
masthead-bar bbox=[0, 0, 1512, 89]
vaidya-body: ಪ್ರತಿನಿಧಿ ವರದಿ ಸಾಲಿಗ್ರಾಮ: ನನ್ನ ತಂದೆಯವರು ನನ್ನ 15 ವರ್ಷಗಳ ಕಾಲ ಕ್ಷೇತ್ರದ ಜನರ ಸೇವೆ ಮಾಡಿದ್ದಾರೆ. ನಾನು ರಾಜಕೀಯ ಕ್ಷೇತ್ರಕ್ಕೆ ಪದಾರ್ಪಣೆ ಮಾಡುವುದಿಲ್ಲ, ವೈದ್ಯನಾಗಿಯೇ ಸೇವೆ ಮಾಡುವೆ ಎಂದು ಹೇಳಿದರು. bbox=[768, 1567, 1181, 1617]
